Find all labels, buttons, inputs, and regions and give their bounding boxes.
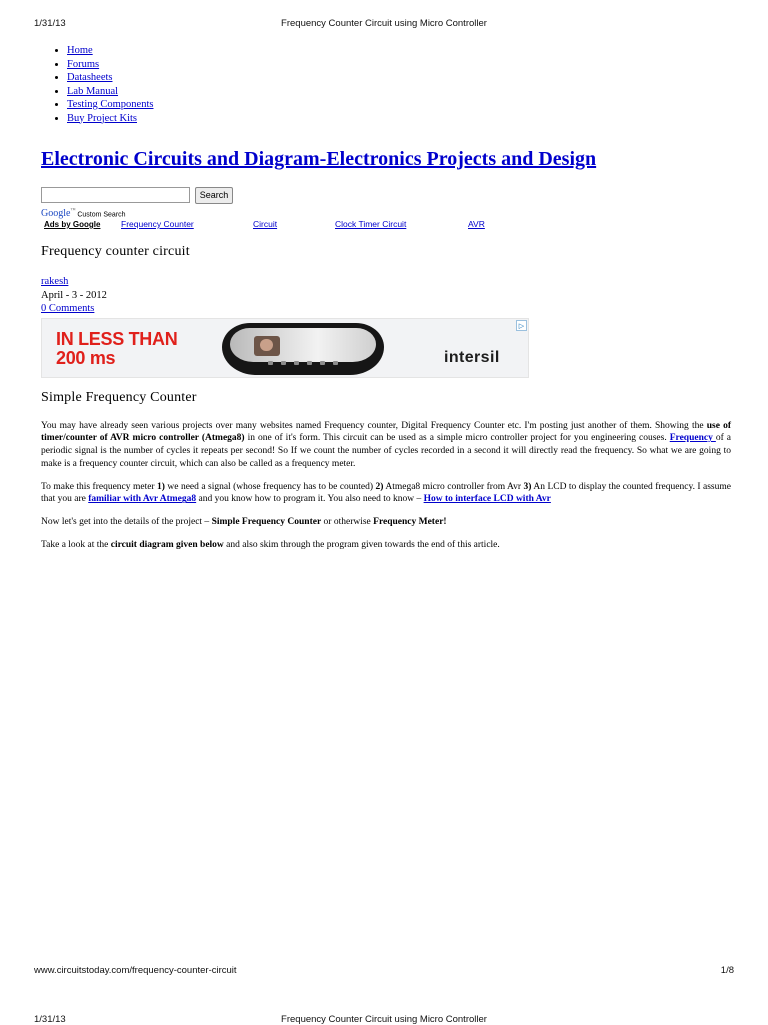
- nav-item-testing-components: [67, 98, 731, 112]
- ad-headline-line2: 200 ms: [56, 347, 116, 368]
- print-url: www.circuitstoday.com/frequency-counter-circuit: [34, 965, 237, 976]
- site-title: [41, 147, 731, 171]
- p1-text-2: in one of it's form. This circuit can be used as a simple micro controller project for you engineering couses.: [244, 433, 670, 444]
- ad-brand-logo: intersil: [444, 348, 500, 366]
- mirror-buttons: [222, 352, 384, 370]
- p2-bold-3: 3): [523, 481, 532, 492]
- post-title: Frequency counter circuit: [41, 244, 190, 259]
- custom-search: [41, 187, 731, 205]
- nav-item-lab-manual: [67, 85, 731, 99]
- ad-link-clock-timer-circuit-text[interactable]: Clock Timer Circuit: [335, 219, 407, 229]
- search-input[interactable]: [41, 187, 190, 203]
- p2-text-3: Atmega8 micro controller from Avr: [383, 481, 524, 492]
- p3-text-2: or otherwise: [321, 517, 374, 528]
- google-logo-text: Google: [41, 208, 71, 220]
- nav-link-home[interactable]: Home: [67, 45, 93, 56]
- ad-link-circuit[interactable]: [253, 218, 277, 230]
- post-comments-link[interactable]: 0 Comments: [41, 303, 95, 314]
- paragraph-2: [41, 481, 731, 507]
- p2-text-4: An LCD to display the counted frequency. I assume that you are: [41, 481, 731, 505]
- ad-link-circuit-text[interactable]: Circuit: [253, 219, 278, 229]
- p4-text-1: Take a look at the: [41, 540, 111, 551]
- ad-choices-icon[interactable]: ▷: [516, 320, 527, 331]
- p2-text-2: we need a signal (whose frequency has to be counted): [164, 481, 376, 492]
- ad-link-avr[interactable]: [468, 218, 485, 230]
- paragraph-3: [41, 516, 731, 529]
- nav-link-lab-manual[interactable]: Lab Manual: [67, 85, 119, 97]
- ad-headline-line1: IN LESS THAN: [56, 328, 178, 349]
- ad-headline: [56, 330, 177, 368]
- custom-search-label: Custom Search: [77, 211, 126, 219]
- p2-bold-2: 2): [375, 481, 384, 492]
- section-title: Simple Frequency Counter: [41, 389, 197, 405]
- p4-text-2: and also skim through the program given towards the end of this article.: [223, 540, 500, 551]
- nav-link-forums[interactable]: Forums: [67, 58, 100, 70]
- p1-text-1: You may have already seen various projects over many websites named Frequency counter, Digital Frequency Counter etc. I'm posting just another of them. Showing the: [41, 420, 707, 431]
- p4-bold-1: circuit diagram given below: [110, 540, 224, 551]
- google-custom-search-label: [41, 207, 731, 220]
- print-date-next: 1/31/13: [34, 1014, 66, 1025]
- familiar-avr-link[interactable]: familiar with Avr Atmega8: [88, 494, 197, 505]
- page-content: [41, 44, 731, 552]
- post-meta: [41, 275, 731, 316]
- p3-bold-2: Frequency Meter!: [373, 517, 447, 528]
- search-button[interactable]: Search: [195, 187, 233, 204]
- site-title-link[interactable]: Electronic Circuits and Diagram-Electronics Projects and Design: [41, 148, 597, 170]
- p3-bold-1: Simple Frequency Counter: [211, 517, 322, 528]
- ad-link-frequency-counter-text[interactable]: Frequency Counter: [121, 219, 194, 229]
- print-page-number: 1/8: [720, 965, 734, 976]
- ad-link-frequency-counter[interactable]: [121, 218, 194, 230]
- top-nav: [41, 44, 731, 125]
- p2-text-5: and you know how to program it. You also need to know –: [196, 494, 424, 505]
- ads-by-google-text[interactable]: Ads by Google: [44, 220, 101, 229]
- paragraph-4: [41, 539, 731, 552]
- p2-text-1: To make this frequency meter: [41, 481, 158, 492]
- ad-link-avr-text[interactable]: AVR: [468, 219, 485, 229]
- post-author-link[interactable]: rakesh: [41, 276, 69, 287]
- p3-text-1: Now let's get into the details of the project –: [41, 517, 212, 528]
- ad-links-bar: [41, 218, 731, 232]
- paragraph-1: [41, 420, 731, 471]
- nav-link-datasheets[interactable]: Datasheets: [67, 72, 113, 83]
- ad-link-clock-timer-circuit[interactable]: [335, 218, 406, 230]
- p2-bold-1: 1): [157, 481, 165, 492]
- ads-by-google-link[interactable]: [44, 218, 100, 231]
- nav-item-home: [67, 44, 731, 58]
- post-date: April - 3 - 2012: [41, 289, 107, 301]
- print-title-next: Frequency Counter Circuit using Micro Controller: [281, 1014, 487, 1025]
- ad-banner[interactable]: [41, 318, 529, 378]
- print-date: 1/31/13: [34, 18, 66, 29]
- p1-bold-1: use of timer/counter of AVR micro controller (Atmega8): [41, 420, 731, 444]
- google-tm-mark: ™: [70, 209, 76, 214]
- nav-item-forums: [67, 58, 731, 72]
- print-title: Frequency Counter Circuit using Micro Controller: [281, 18, 487, 29]
- nav-link-buy-project-kits[interactable]: Buy Project Kits: [67, 112, 137, 124]
- interface-lcd-link[interactable]: How to interface LCD with Avr: [423, 494, 551, 505]
- nav-item-datasheets: [67, 71, 731, 85]
- frequency-link[interactable]: Frequency: [669, 433, 716, 444]
- nav-item-buy-project-kits: [67, 112, 731, 126]
- nav-link-testing-components[interactable]: Testing Components: [67, 99, 154, 110]
- p1-text-3: of a periodic signal is the number of cycles it repeats per second! So If we count the number of cycles recorded in a second it will directly read the frequency. So what we are going to make is a frequency counter circuit, which can also be called as a frequency meter.: [41, 433, 731, 469]
- rearview-mirror-image: [222, 323, 384, 375]
